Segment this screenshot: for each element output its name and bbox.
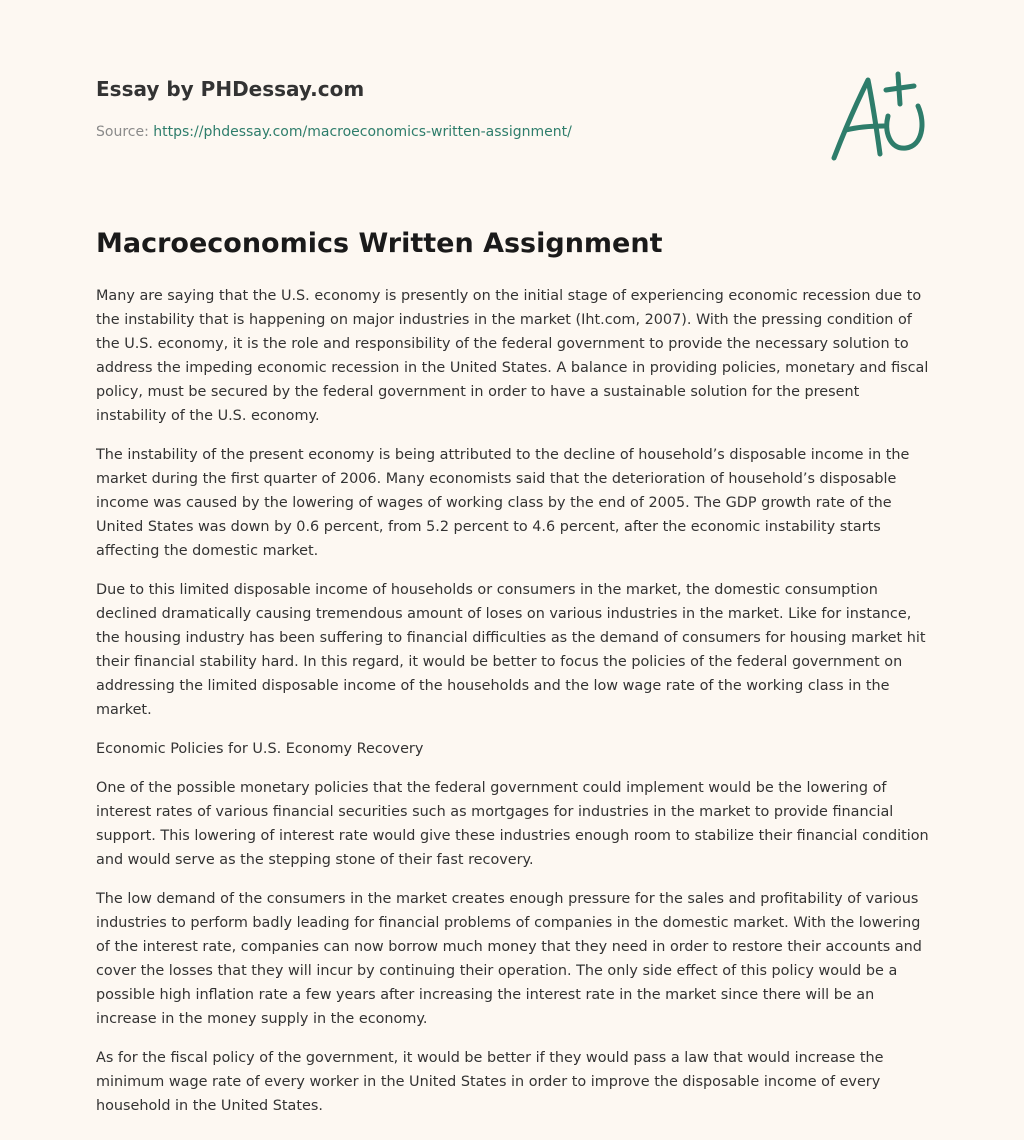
source-line xyxy=(96,122,572,142)
brand-title: Essay by PHDessay.com xyxy=(96,77,365,101)
a-plus-logo-icon xyxy=(828,70,928,166)
page-header xyxy=(96,74,928,174)
paragraph: The low demand of the consumers in the market creates enough pressure for the sales and profitability of various industries to perform badly leading for financial problems of companies in the domestic market. With the lowering of the interest rate, companies can now borrow much money that they need in order to restore their accounts and cover the losses that they will incur by continuing their operation. The only side effect of this policy would be a possible high inflation rate a few years after increasing the interest rate in the market since there will be an increase in the money supply in the economy. xyxy=(96,891,922,1027)
section-heading: Economic Policies for U.S. Economy Recovery xyxy=(96,741,424,757)
source-link[interactable]: https://phdessay.com/macroeconomics-written-assignment/ xyxy=(153,124,572,140)
article-body xyxy=(96,284,932,1133)
paragraph: The instability of the present economy is being attributed to the decline of household’s disposable income in the market during the first quarter of 2006. Many economists said that the deterioration of household’s disposable income was caused by the lowering of wages of working class by the end of 2005. The GDP growth rate of the United States was down by 0.6 percent, from 5.2 percent to 4.6 percent, after the economic instability starts affecting the domestic market. xyxy=(96,447,910,559)
paragraph: Due to this limited disposable income of households or consumers in the market, the domestic consumption declined dramatically causing tremendous amount of loses on various industries in the market. Like for instance, the housing industry has been suffering to financial difficulties as the demand of consumers for housing market hit their financial stability hard. In this regard, it would be better to focus the policies of the federal government on addressing the limited disposable income of the households and the low wage rate of the working class in the market. xyxy=(96,582,926,718)
paragraph: As for the fiscal policy of the government, it would be better if they would pass a law that would increase the minimum wage rate of every worker in the United States in order to improve the disposable income of every household in the United States. xyxy=(96,1050,884,1114)
paragraph: Many are saying that the U.S. economy is presently on the initial stage of experiencing economic recession due to the instability that is happening on major industries in the market (Iht.com, 2007). With the pressing condition of the U.S. economy, it is the role and responsibility of the federal government to provide the necessary solution to address the impeding economic recession in the United States. A balance in providing policies, monetary and fiscal policy, must be secured by the federal government in order to have a sustainable solution for the present instability of the U.S. economy. xyxy=(96,288,929,424)
paragraph: One of the possible monetary policies that the federal government could implement would be the lowering of interest rates of various financial securities such as mortgages for industries in the market to provide financial support. This lowering of interest rate would give these industries enough room to stabilize their financial condition and would serve as the stepping stone of their fast recovery. xyxy=(96,780,929,868)
source-label: Source: xyxy=(96,124,149,140)
page-title: Macroeconomics Written Assignment xyxy=(96,228,663,259)
